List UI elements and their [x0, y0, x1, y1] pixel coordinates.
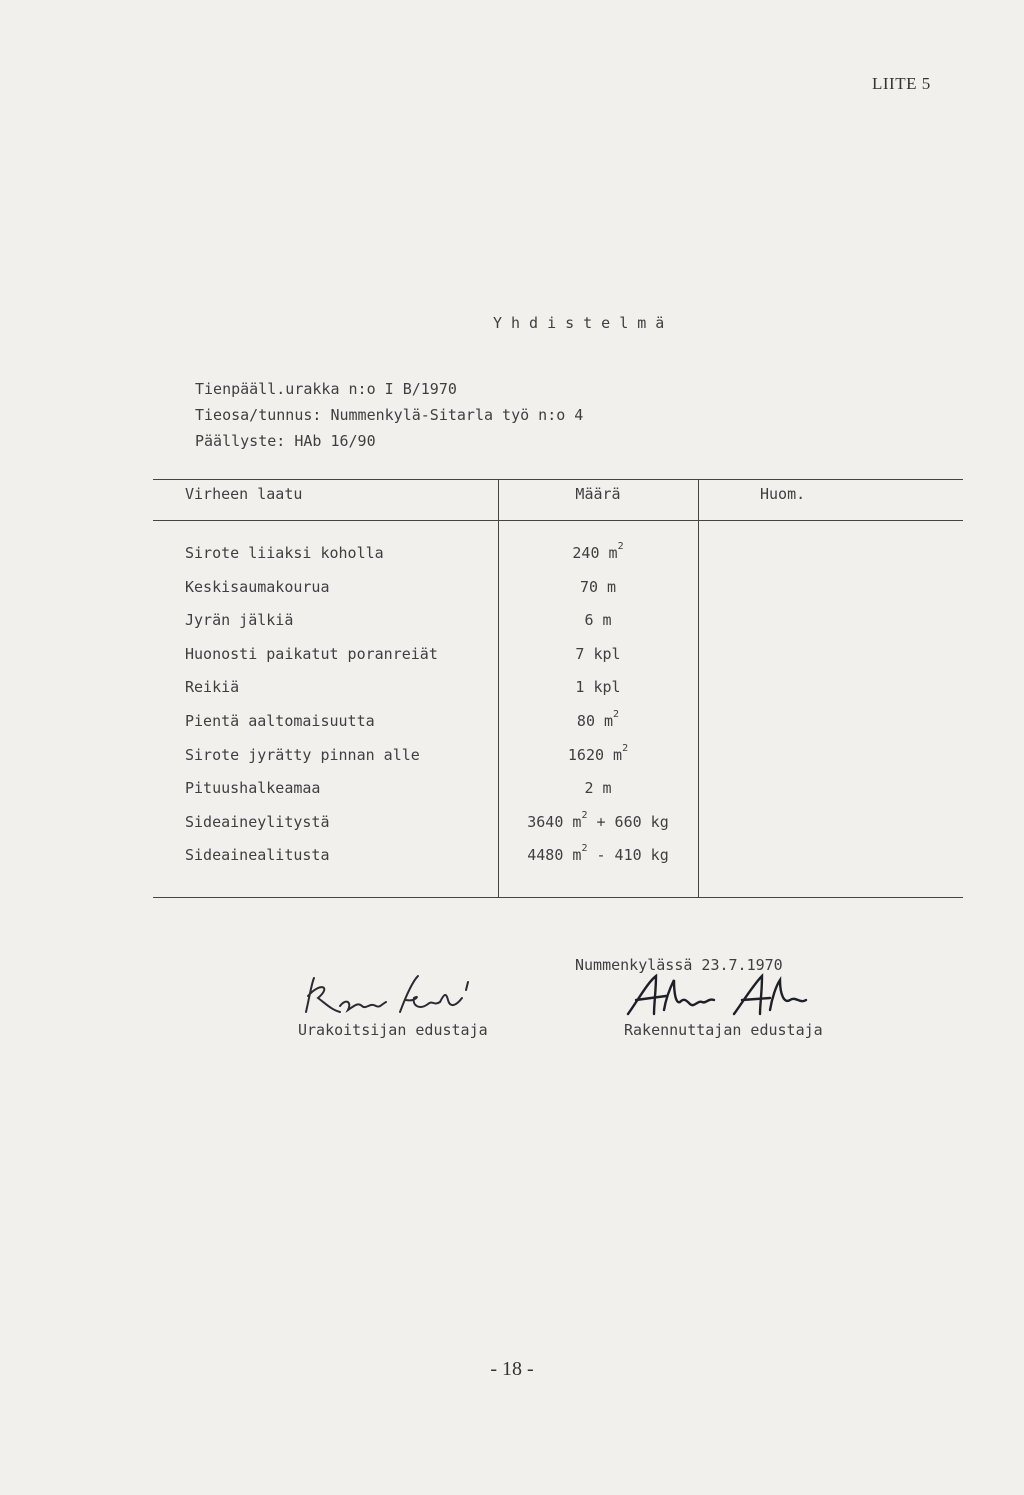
- table-row-defect: Pituushalkeamaa: [185, 779, 321, 797]
- table-row-defect: Sideaineylitystä: [185, 813, 330, 831]
- table-row-amount: [498, 779, 698, 797]
- table-row-amount: [498, 541, 698, 562]
- header-amount: Määrä: [575, 485, 621, 503]
- builder-signature: [620, 970, 820, 1022]
- unit-exponent: 2: [613, 709, 620, 720]
- document-meta: [195, 376, 583, 454]
- amount-value: 7: [575, 645, 585, 663]
- table-row-amount: [498, 611, 698, 629]
- table-bottom-rule: [153, 897, 963, 898]
- annex-label: LIITE 5: [872, 74, 931, 93]
- table-row-amount: [498, 810, 698, 831]
- amount-unit: kpl: [593, 678, 621, 696]
- table-row-amount: [498, 843, 698, 864]
- amount-value: 1620: [567, 746, 605, 764]
- amount-value: 6: [584, 611, 594, 629]
- place-date: Nummenkylässä 23.7.1970: [575, 956, 783, 974]
- unit-exponent: 2: [617, 541, 624, 552]
- amount-extra: + 660 kg: [596, 813, 669, 831]
- amount-unit: m: [572, 813, 582, 831]
- table-row-defect: Pientä aaltomaisuutta: [185, 712, 375, 730]
- table-row-defect: Sirote liiaksi koholla: [185, 544, 384, 562]
- amount-value: 240: [572, 544, 600, 562]
- amount-unit: m: [604, 712, 614, 730]
- amount-value: 70: [579, 578, 598, 596]
- amount-value: 80: [576, 712, 595, 730]
- amount-unit: m: [607, 578, 617, 596]
- unit-exponent: 2: [581, 810, 588, 821]
- page-number: - 18 -: [490, 1358, 534, 1380]
- table-header-rule: [153, 520, 963, 521]
- amount-unit: m: [613, 746, 623, 764]
- amount-value: 2: [584, 779, 594, 797]
- table-row-defect: Jyrän jälkiä: [185, 611, 294, 629]
- unit-exponent: 2: [622, 743, 629, 754]
- amount-unit: m: [602, 611, 612, 629]
- contract-line: Tienpääll.urakka n:o I B/1970: [195, 380, 457, 398]
- pavement-line: Päällyste: HAb 16/90: [195, 432, 376, 450]
- amount-unit: kpl: [593, 645, 621, 663]
- amount-extra: - 410 kg: [596, 846, 669, 864]
- table-row-amount: [498, 743, 698, 764]
- header-defect: Virheen laatu: [185, 485, 303, 503]
- table-row-amount: [498, 678, 698, 696]
- amount-value: 3640: [527, 813, 564, 831]
- document-title: Yhdistelmä: [493, 314, 674, 332]
- header-remarks: Huom.: [760, 485, 806, 503]
- table-row-amount: [498, 709, 698, 730]
- table-row-defect: Sirote jyrätty pinnan alle: [185, 746, 420, 764]
- contractor-signature: [296, 972, 496, 1022]
- table-row-defect: Huonosti paikatut poranreiät: [185, 645, 438, 663]
- amount-unit: m: [572, 846, 582, 864]
- table-row-amount: [498, 578, 698, 596]
- amount-unit: m: [608, 544, 618, 562]
- amount-value: 1: [575, 678, 585, 696]
- table-row-defect: Reikiä: [185, 678, 240, 696]
- amount-unit: m: [602, 779, 612, 797]
- contractor-role: Urakoitsijan edustaja: [298, 1021, 488, 1039]
- road-section-line: Tieosa/tunnus: Nummenkylä-Sitarla työ n:o 4: [195, 406, 584, 424]
- amount-value: 4480: [527, 846, 564, 864]
- builder-role: Rakennuttajan edustaja: [624, 1021, 823, 1039]
- unit-exponent: 2: [581, 843, 588, 854]
- table-row-defect: Sideainealitusta: [185, 846, 330, 864]
- table-column-divider: [698, 479, 699, 897]
- table-row-amount: [498, 645, 698, 663]
- table-row-defect: Keskisaumakourua: [185, 578, 330, 596]
- table-top-rule: [153, 479, 963, 480]
